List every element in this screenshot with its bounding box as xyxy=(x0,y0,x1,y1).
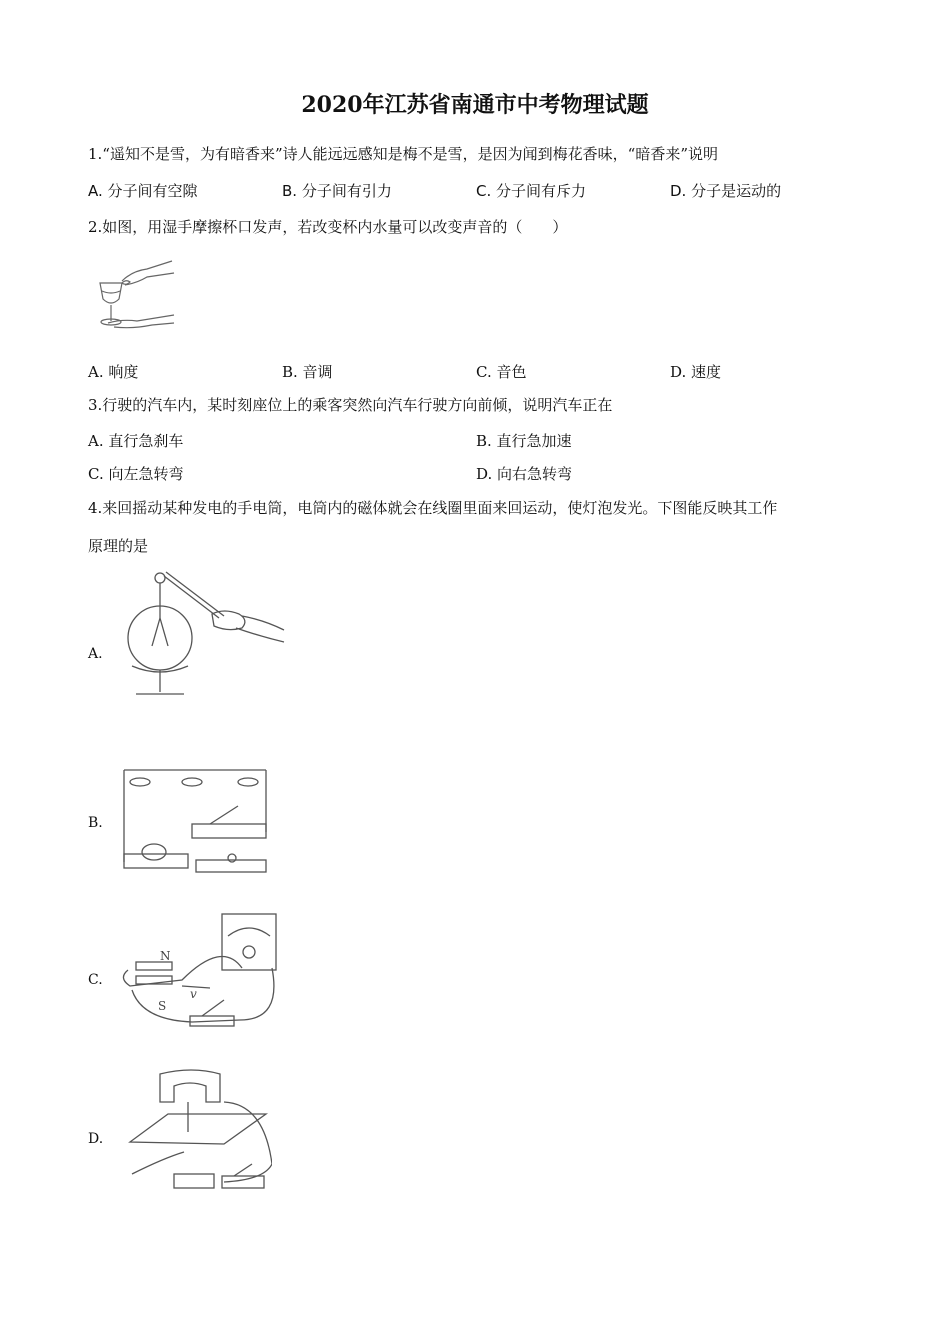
magnet-north-label: N xyxy=(160,949,171,963)
question-1-option-d: D. 分子是运动的 xyxy=(670,182,782,200)
figure-horseshoe-magnet xyxy=(124,1064,272,1204)
question-3-option-d: D. 向右急转弯 xyxy=(476,465,573,483)
velocity-label: v xyxy=(190,987,197,1001)
question-2-option-d: D. 速度 xyxy=(670,363,722,381)
question-2-stem: 2.如图，用湿手摩擦杯口发声，若改变杯内水量可以改变声音的（ ） xyxy=(88,218,568,236)
figure-motor-circuit xyxy=(120,762,272,880)
question-3-option-a: A. 直行急刹车 xyxy=(88,432,184,450)
question-4-stem-line-1: 4.来回摇动某种发电的手电筒，电筒内的磁体就会在线圈里面来回运动，使灯泡发光。下图能反映其工作 xyxy=(88,499,778,517)
figure-galvanometer-circuit xyxy=(122,910,280,1038)
question-3-option-c: C. 向左急转弯 xyxy=(88,465,184,483)
magnet-south-label: S xyxy=(158,999,167,1013)
question-1-stem: 1.“遥知不是雪，为有暗香来”诗人能远远感知是梅不是雪，是因为闻到梅花香味，“暗香来”说明 xyxy=(88,145,718,163)
question-1-option-c: C. 分子间有斥力 xyxy=(476,182,587,200)
question-1-option-a: A. 分子间有空隙 xyxy=(88,182,198,200)
question-4-stem-line-2: 原理的是 xyxy=(88,537,149,555)
question-4-label-a: A. xyxy=(88,646,103,662)
question-4-label-d: D. xyxy=(88,1131,104,1147)
question-3-option-b: B. 直行急加速 xyxy=(476,432,572,450)
question-3-stem: 3.行驶的汽车内，某时刻座位上的乘客突然向汽车行驶方向前倾，说明汽车正在 xyxy=(88,396,613,414)
figure-electroscope xyxy=(124,566,289,716)
question-1-option-b: B. 分子间有引力 xyxy=(282,182,392,200)
page-title: 2020年江苏省南通市中考物理试题 xyxy=(301,92,649,118)
question-2-option-c: C. 音色 xyxy=(476,363,527,381)
question-2-option-a: A. 响度 xyxy=(88,363,139,381)
question-4-label-b: B. xyxy=(88,815,103,831)
question-4-label-c: C. xyxy=(88,972,103,988)
figure-wine-glass xyxy=(92,255,182,335)
question-2-option-b: B. 音调 xyxy=(282,363,333,381)
